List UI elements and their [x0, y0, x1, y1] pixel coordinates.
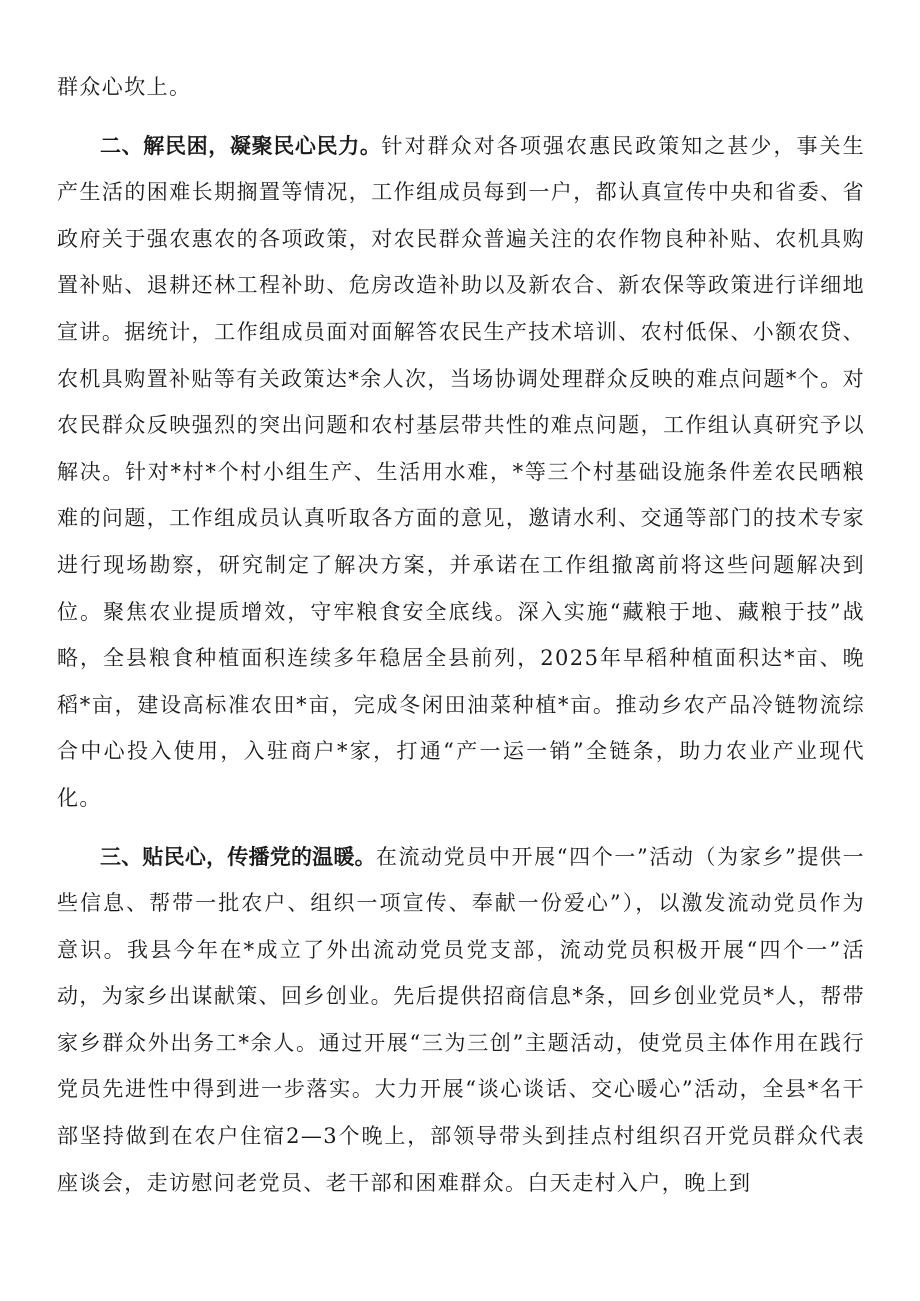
paragraph-section-two [57, 123, 865, 822]
section-heading: 三、贴民心，传播党的温暖。 [100, 844, 376, 869]
paragraph-continuation [57, 64, 865, 111]
paragraph-text: 群众心坎上。 [57, 75, 192, 99]
document-body [57, 64, 865, 1206]
paragraph-text: 在流动党员中开展“四个一”活动（为家乡”提供一些信息、帮带一批农户、组织一项宣传、奉献一份爱心”），以激发流动党员作为意识。我县今年在*成立了外出流动党员党支部，流动党员积极开展“四个一”活动，为家乡出谋献策、回乡创业。先后提供招商信息*条，回乡创业党员*人，帮带家乡群众外出务工*余人。通过开展“三为三创”主题活动，使党员主体作用在践行党员先进性中得到进一步落实。大力开展“谈心谈话、交心暖心”活动，全县*名干部坚持做到在农户住宿2—3个晚上，部领导带头到挂点村组织召开党员群众代表座谈会，走访慰问老党员、老干部和困难群众。白天走村入户，晚上到 [57, 844, 866, 1195]
paragraph-text: 针对群众对各项强农惠民政策知之甚少，事关生产生活的困难长期搁置等情况，工作组成员每到一户，都认真宣传中央和省委、省政府关于强农惠农的各项政策，对农民群众普遍关注的农作物良种补贴、农机具购置补贴、退耕还林工程补助、危房改造补助以及新农合、新农保等政策进行详细地宣讲。据统计，工作组成员面对面解答农民生产技术培训、农村低保、小额农贷、农机具购置补贴等有关政策达*余人次，当场协调处理群众反映的难点问题*个。对农民群众反映强烈的突出问题和农村基层带共性的难点问题，工作组认真研究予以解决。针对*村*个村小组生产、生活用水难，*等三个村基础设施条件差农民晒粮难的问题，工作组成员认真听取各方面的意见，邀请水利、交通等部门的技术专家进行现场勘察，研究制定了解决方案，并承诺在工作组撤离前将这些问题解决到位。聚焦农业提质增效，守牢粮食安全底线。深入实施“藏粮于地、藏粮于技”战略，全县粮食种植面积连续多年稳居全县前列，2025年早稻种植面积达*亩、晚稻*亩，建设高标准农田*亩，完成冬闲田油菜种植*亩。推动乡农产品冷链物流综合中心投入使用，入驻商户*家，打通“产一运一销”全链条，助力农业产业现代化。 [57, 133, 866, 810]
paragraph-section-three [57, 834, 865, 1207]
section-heading: 二、解民困，凝聚民心民力。 [100, 133, 382, 158]
